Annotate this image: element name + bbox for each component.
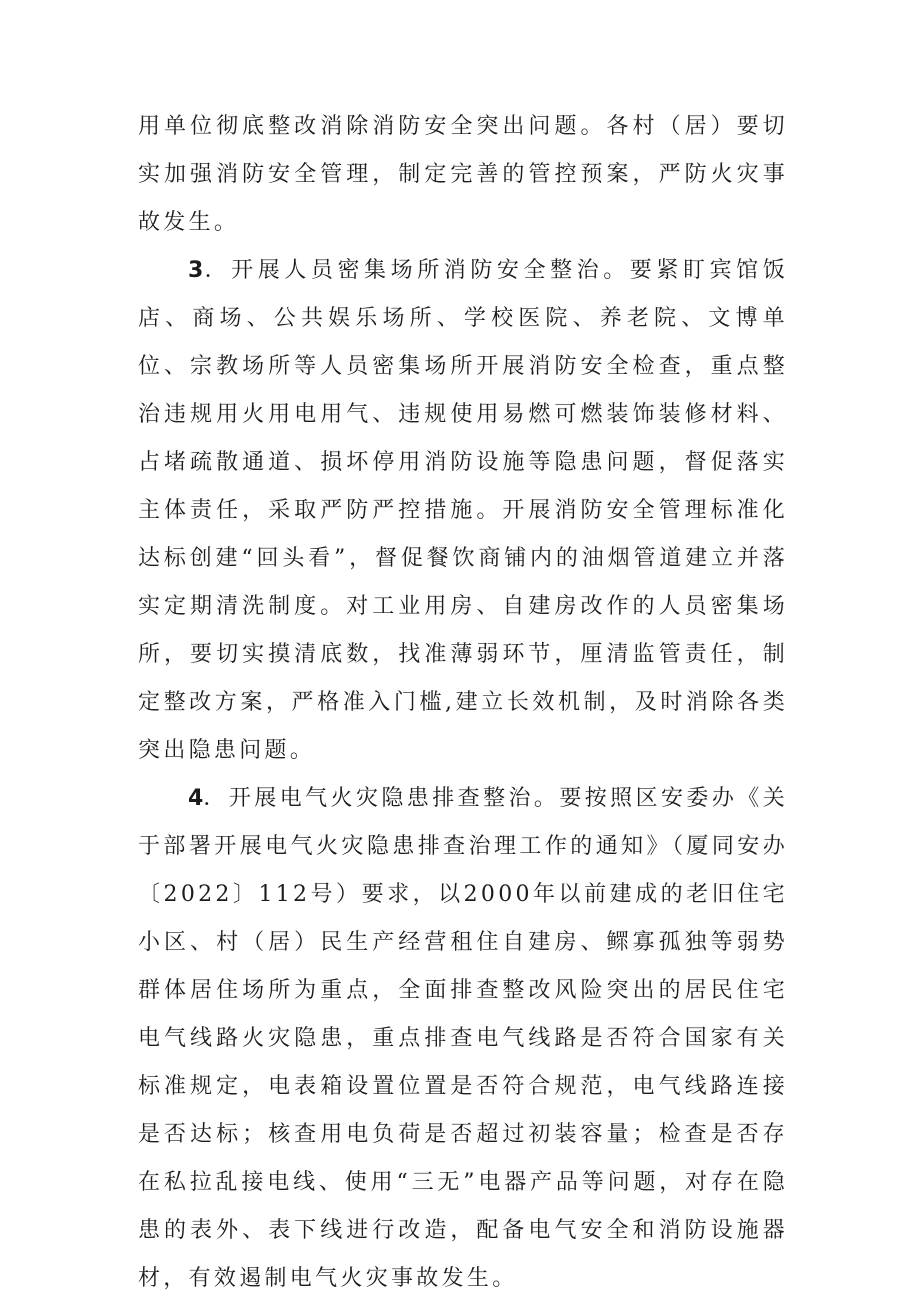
text-line: 员密集场所，要切实摸清底数，找准薄弱环节，厘清监管责任， [138,594,788,667]
text-line: 范，电气线路连接是否达标；核查用电负荷是否超过初装容量； [138,1074,789,1147]
item-number: 4 [188,786,204,811]
text-line: 违规使用易燃可燃装饰装修材料、占堵疏散通道、损坏停用消防 [138,402,788,475]
text-line: 检查是否存在私拉乱接电线、使用“三无”电器产品等问题，对 [138,1122,788,1195]
paragraph-item-3 [138,247,788,775]
text-line: 出隐患问题。 [163,738,316,763]
paragraph-continued [138,103,788,247]
text-line: 制定整改方案，严格准入门槛,建立长效机制，及时消除各类突 [138,642,788,763]
text-line: 场、公共娱乐场所、学校医院、养老院、文博单位、宗教场所等 [138,306,788,379]
text-line: 存在隐患的表外、表下线进行改造，配备电气安全和消防设施器 [138,1170,788,1243]
text-line: 材，有效遏制电气火灾事故发生。 [138,1266,518,1291]
text-line: 署开展电气火灾隐患排查治理工作的通知》（厦同安办〔2022〕 [138,834,788,907]
text-line: 112号）要求，以2000年以前建成的老旧住宅小区、村（居）民 [138,882,788,955]
text-line: 设施等隐患问题，督促落实主体责任，采取严防严控措施。开展 [138,450,788,523]
text-line: 气线路是否符合国家有关标准规定，电表箱设置位置是否符合规 [138,1026,788,1099]
text-line: 用单位彻底整改消除消防安全突出问题。各村（居）要切实加强 [138,114,788,187]
text-line: 消防安全管理标准化达标创建“回头看”，督促餐饮商铺内的油 [138,498,788,571]
text-line: 消防安全管理，制定完善的管控预案，严防火灾事故发生。 [138,162,788,235]
paragraph-item-4 [138,775,788,1303]
text-line: 烟管道建立并落实定期清洗制度。对工业用房、自建房改作的人 [138,546,788,619]
item-number: 3 [188,258,204,283]
text-line: 人员密集场所开展消防安全检查，重点整治违规用火用电用气、 [138,354,788,427]
text-line: ．开展电气火灾隐患排查整治。要按照区安委办《关于部 [138,786,788,859]
text-line: ．开展人员密集场所消防安全整治。要紧盯宾馆饭店、商 [138,258,788,331]
text-line: 面排查整改风险突出的居民住宅电气线路火灾隐患，重点排查电 [138,978,788,1051]
document-body [138,103,788,1303]
text-line: 生产经营租住自建房、鳏寡孤独等弱势群体居住场所为重点，全 [138,930,788,1003]
